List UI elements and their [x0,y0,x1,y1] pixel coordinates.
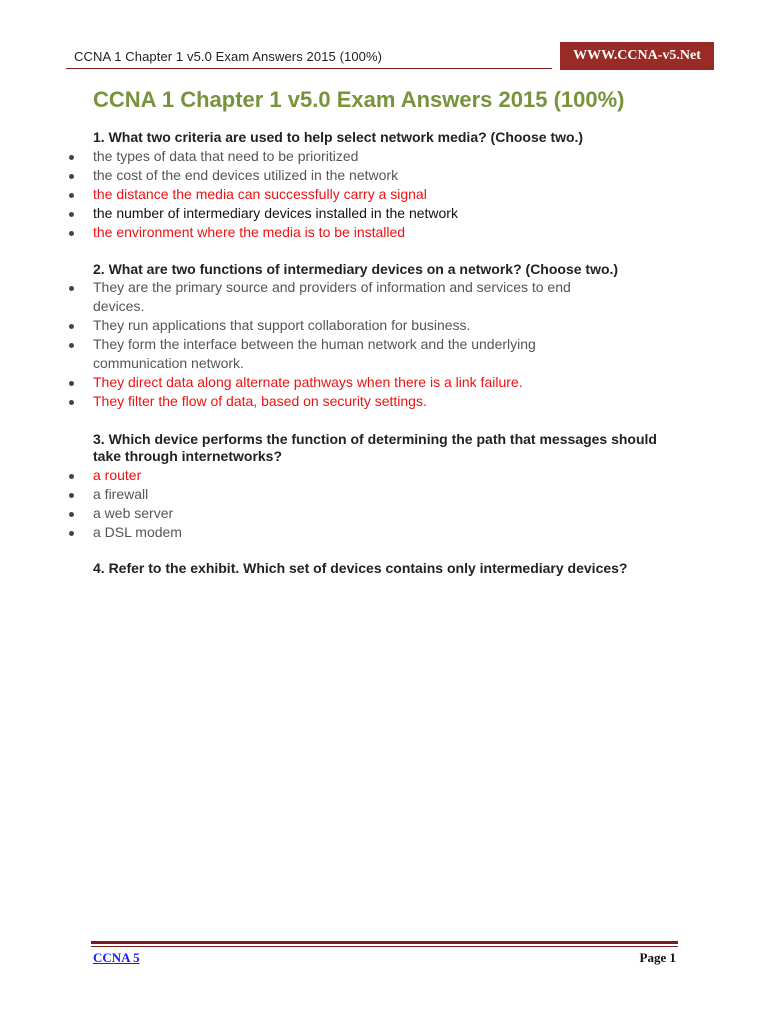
site-badge-label: WWW.CCNA-v5.Net [573,48,701,63]
question-1: 1. What two criteria are used to help select network media? (Choose two.) [93,129,584,145]
answer-item: They are the primary source and providers of information and services to end devices. [66,278,623,316]
answer-item: They form the interface between the human network and the underlying communication network. [66,335,573,373]
answer-item-correct: the environment where the media is to be installed [66,223,686,242]
answer-list-2 [66,278,686,411]
answer-item: a DSL modem [66,523,686,542]
site-badge[interactable] [560,42,714,70]
answer-item: a firewall [66,485,686,504]
question-3: 3. Which device performs the function of determining the path that messages should take through internetworks? [93,431,657,464]
answer-item: the cost of the end devices utilized in the network [66,166,686,185]
answer-item-correct: They filter the flow of data, based on security settings. [66,392,686,411]
footer-divider [91,941,678,944]
document-title: CCNA 1 Chapter 1 v5.0 Exam Answers 2015 (100%) [93,87,625,112]
answer-item-correct: a router [66,466,686,485]
answer-item: the number of intermediary devices installed in the network [66,204,686,223]
footer-divider-thin [91,946,678,947]
answer-item: They run applications that support collaboration for business. [66,316,686,335]
footer-link[interactable]: CCNA 5 [93,950,140,965]
answer-item: the types of data that need to be prioritized [66,147,686,166]
header-title: CCNA 1 Chapter 1 v5.0 Exam Answers 2015 (100%) [74,49,383,64]
answer-item-correct: They direct data along alternate pathways when there is a link failure. [66,373,686,392]
answer-item: a web server [66,504,686,523]
question-4: 4. Refer to the exhibit. Which set of devices contains only intermediary devices? [93,560,628,576]
page-number: Page 1 [639,950,676,965]
answer-item-correct: the distance the media can successfully carry a signal [66,185,686,204]
header-divider [66,68,552,69]
question-2: 2. What are two functions of intermediary devices on a network? (Choose two.) [93,261,619,277]
answer-list-1 [66,147,686,242]
answer-list-3 [66,466,686,542]
